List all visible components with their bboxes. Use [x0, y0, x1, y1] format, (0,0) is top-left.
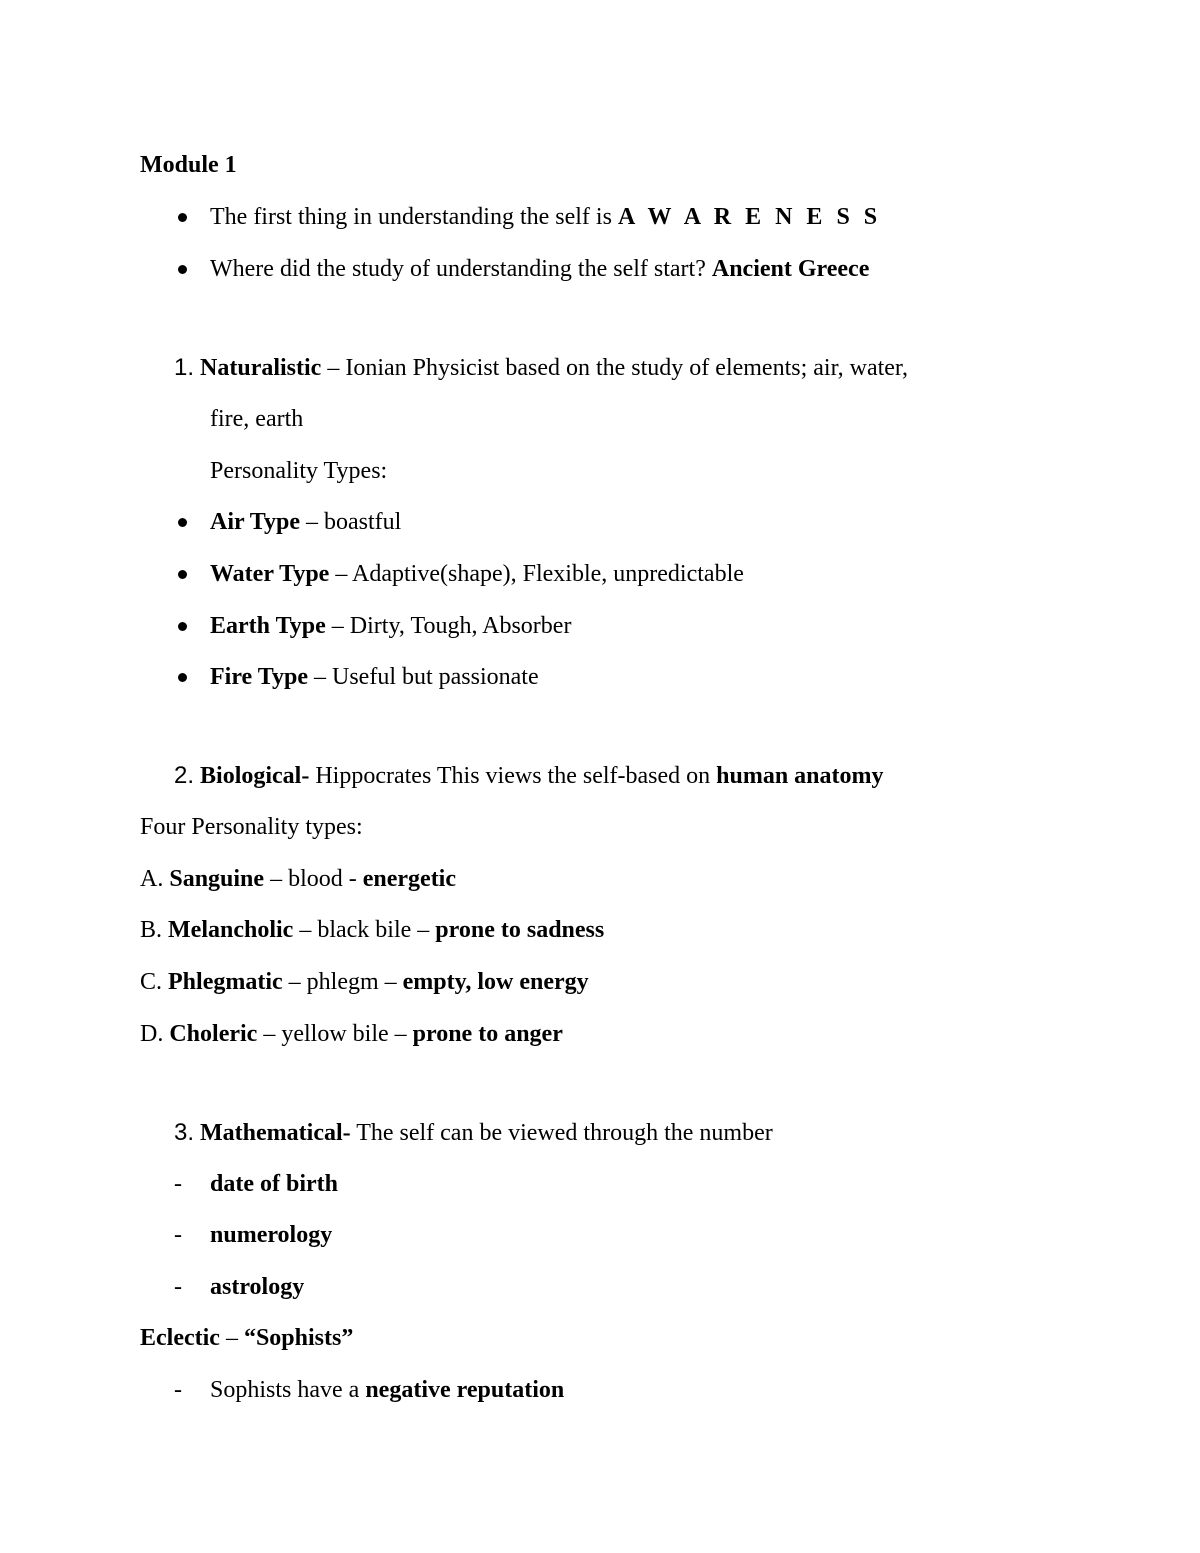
bullet-icon [178, 570, 187, 579]
math-item-astrology: - astrology [174, 1274, 305, 1300]
naturalistic-subheading: Personality Types: [210, 458, 388, 484]
dash-marker: - [174, 1222, 182, 1248]
type-fire: Fire Type – Useful but passionate [210, 662, 539, 692]
humor-melancholic: B. Melancholic – black bile – prone to sadness [140, 917, 605, 943]
intro-bullet-1: The first thing in understanding the self is A W A R E N E S S [210, 202, 881, 232]
naturalistic-heading: 1. Naturalistic – Ionian Physicist based on the study of elements; air, water, [174, 354, 908, 381]
humor-choleric: D. Choleric – yellow bile – prone to anger [140, 1021, 563, 1047]
bullet-icon [178, 518, 187, 527]
intro-bullet-2: Where did the study of understanding the self start? Ancient Greece [210, 254, 869, 284]
humor-phlegmatic: C. Phlegmatic – phlegm – empty, low energy [140, 969, 589, 995]
bullet-icon [178, 622, 187, 631]
math-item-date-of-birth: - date of birth [174, 1171, 338, 1197]
module-title: Module 1 [140, 152, 237, 178]
naturalistic-desc-cont: fire, earth [210, 406, 304, 432]
biological-heading: 2. Biological- Hippocrates This views the self-based on human anatomy [174, 762, 884, 789]
biological-subheading: Four Personality types: [140, 814, 363, 840]
bullet-icon [178, 673, 187, 682]
humor-sanguine: A. Sanguine – blood - energetic [140, 866, 457, 892]
dash-marker: - [174, 1171, 182, 1197]
dash-marker: - [174, 1274, 182, 1300]
dash-marker: - [174, 1377, 182, 1403]
mathematical-heading: 3. Mathematical- The self can be viewed through the number [174, 1119, 773, 1146]
bullet-icon [178, 265, 187, 274]
type-water: Water Type – Adaptive(shape), Flexible, unpredictable [210, 559, 744, 589]
type-air: Air Type – boastful [210, 507, 401, 537]
bullet-icon [178, 213, 187, 222]
math-item-numerology: - numerology [174, 1222, 333, 1248]
type-earth: Earth Type – Dirty, Tough, Absorber [210, 611, 571, 641]
eclectic-item: - Sophists have a negative reputation [174, 1377, 565, 1403]
eclectic-heading: Eclectic – “Sophists” [140, 1325, 354, 1351]
